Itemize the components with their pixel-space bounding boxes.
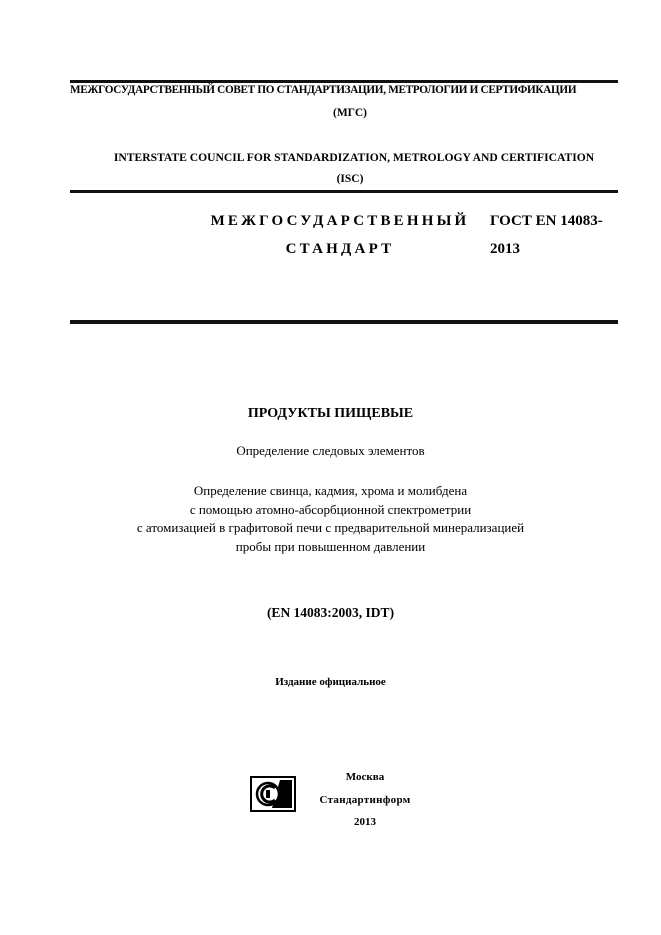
council-name-ru: МЕЖГОСУДАРСТВЕННЫЙ СОВЕТ ПО СТАНДАРТИЗАЦИИ, МЕТРОЛОГИИ И СЕРТИФИКАЦИИ bbox=[70, 84, 577, 96]
standard-code-line2: 2013 bbox=[490, 241, 520, 257]
council-name-en: INTERSTATE COUNCIL FOR STANDARDIZATION, METROLOGY AND CERTIFICATION bbox=[113, 151, 595, 164]
standard-type-line1: МЕЖГОСУДАРСТВЕННЫЙ bbox=[210, 213, 470, 229]
council-abbr-en: (ISC) bbox=[336, 173, 364, 185]
designation-bottom-rule bbox=[70, 320, 618, 324]
standard-code-line1: ГОСТ EN 14083- bbox=[490, 213, 603, 229]
publisher-name: Стандартинформ bbox=[319, 794, 411, 806]
publisher-city: Москва bbox=[345, 771, 385, 783]
description-line: пробы при повышенном давлении bbox=[235, 538, 426, 554]
description-line: с атомизацией в графитовой печи с предварительной минерализацией bbox=[136, 520, 525, 535]
document-subtitle: Определение следовых элементов bbox=[236, 443, 425, 458]
standard-type-line2: СТАНДАРТ bbox=[285, 241, 395, 257]
document-description bbox=[0, 482, 661, 556]
description-line: с помощью атомно-абсорбционной спектрометрии bbox=[189, 501, 472, 517]
description-line: Определение свинца, кадмия, хрома и молибдена bbox=[193, 483, 468, 498]
standard-code bbox=[490, 207, 603, 263]
standartinform-logo-icon bbox=[250, 776, 296, 812]
publication-year: 2013 bbox=[354, 816, 376, 828]
council-abbr-ru: (МГС) bbox=[333, 107, 367, 119]
header-bottom-rule bbox=[70, 190, 618, 193]
edition-note: Издание официальное bbox=[275, 676, 386, 688]
top-rule bbox=[70, 80, 618, 83]
standard-type-label bbox=[190, 207, 490, 263]
document-title: ПРОДУКТЫ ПИЩЕВЫЕ bbox=[247, 406, 414, 421]
en-reference: (EN 14083:2003, IDT) bbox=[266, 605, 395, 620]
